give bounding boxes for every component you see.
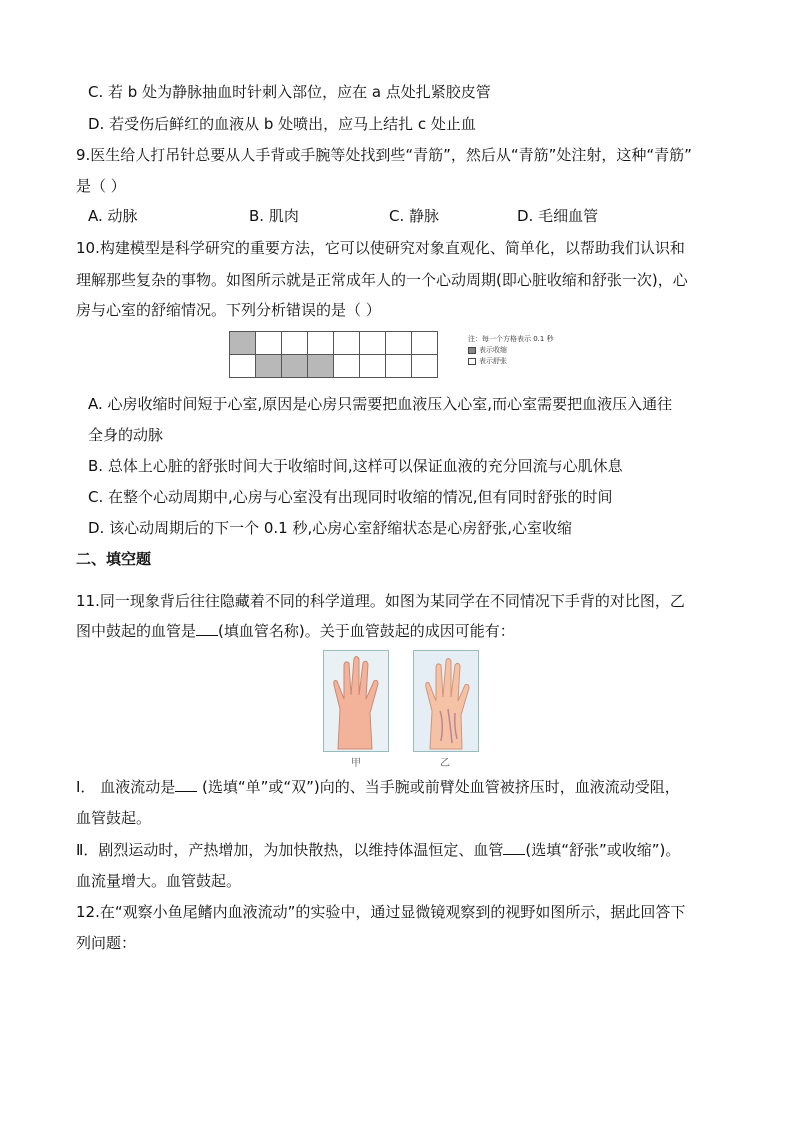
q10-option-a-line2: 全身的动脉 xyxy=(88,426,164,444)
q11-part1b: (选填“单”或“双”)向的、当手腕或前臂处血管被挤压时，血液流动受阻， xyxy=(197,778,680,796)
atrium-cell-3 xyxy=(282,332,308,355)
hand-photo-jia xyxy=(323,650,389,752)
q9-option-d: D. 毛细血管 xyxy=(517,207,599,225)
legend-note: 注：每一个方格表示 0.1 秒 xyxy=(468,335,554,343)
ventricle-cell-8 xyxy=(412,355,438,378)
q11-part1-line2: 血管鼓起。 xyxy=(76,809,152,827)
ventricle-cell-1 xyxy=(230,355,256,378)
q11-stem-line1: 11.同一现象背后往往隐藏着不同的科学道理。如图为某同学在不同情况下手背的对比图，乙 xyxy=(76,592,685,610)
q8-option-d: D. 若受伤后鲜红的血液从 b 处喷出，应马上结扎 c 处止血 xyxy=(88,115,476,133)
heart-cycle-grid xyxy=(229,331,438,378)
hand-photo-yi xyxy=(413,650,479,752)
figure-label-yi: 乙 xyxy=(440,758,450,769)
q10-stem-line3: 房与心室的舒缩情况。下列分析错误的是（ ） xyxy=(76,301,381,319)
grid-legend xyxy=(468,334,554,367)
ventricle-cell-5 xyxy=(334,355,360,378)
q11-stem-line2b: (填血管名称)。关于血管鼓起的成因可能有： xyxy=(218,622,515,640)
q10-option-c: C. 在整个心动周期中,心房与心室没有出现同时收缩的情况,但有同时舒张的时间 xyxy=(88,488,613,506)
q9-stem-line1: 9.医生给人打吊针总要从人手背或手腕等处找到些“青筋”，然后从“青筋”处注射，这种“青筋” xyxy=(76,146,692,164)
atrium-cell-8 xyxy=(412,332,438,355)
q11-part1a: Ⅰ． 血液流动是 xyxy=(76,778,176,796)
q11-stem-line2 xyxy=(76,621,515,641)
figure-label-jia: 甲 xyxy=(351,758,361,769)
q11-blank-vessel[interactable] xyxy=(196,621,218,636)
atrium-cell-2 xyxy=(256,332,282,355)
q12-stem-line1: 12.在“观察小鱼尾鳍内血液流动”的实验中，通过显微镜观察到的视野如图所示，据此回答下 xyxy=(76,903,686,921)
atrium-cell-6 xyxy=(360,332,386,355)
q11-part1-line1 xyxy=(76,777,680,797)
q11-blank-dilate[interactable] xyxy=(503,840,525,855)
q9-option-b: B. 肌肉 xyxy=(249,207,299,225)
legend-relax: 表示舒张 xyxy=(479,357,507,365)
q10-stem-line2: 理解那些复杂的事物。如图所示就是正常成年人的一个心动周期(即心脏收缩和舒张一次)，心 xyxy=(76,271,688,289)
q9-stem-line2: 是（ ） xyxy=(76,177,126,195)
q9-option-c: C. 静脉 xyxy=(389,207,440,225)
q11-part2-line1 xyxy=(76,840,680,860)
q9-option-a: A. 动脉 xyxy=(88,207,138,225)
q11-blank-direction[interactable] xyxy=(175,777,197,792)
ventricle-cell-4 xyxy=(308,355,334,378)
q8-option-c: C. 若 b 处为静脉抽血时针刺入部位，应在 a 点处扎紧胶皮管 xyxy=(88,83,491,101)
q10-stem-line1: 10.构建模型是科学研究的重要方法，它可以使研究对象直观化、简单化，以帮助我们认识和 xyxy=(76,239,685,257)
ventricle-cell-6 xyxy=(360,355,386,378)
legend-contract: 表示收缩 xyxy=(479,346,507,354)
q10-option-b: B. 总体上心脏的舒张时间大于收缩时间,这样可以保证血液的充分回流与心肌休息 xyxy=(88,457,623,475)
hand-yi-illustration xyxy=(414,651,478,751)
ventricle-row xyxy=(230,355,438,378)
q10-option-d: D. 该心动周期后的下一个 0.1 秒,心房心室舒缩状态是心房舒张,心室收缩 xyxy=(88,519,573,537)
ventricle-cell-3 xyxy=(282,355,308,378)
section-fill-in-title: 二、填空题 xyxy=(76,550,152,568)
q12-stem-line2: 列问题： xyxy=(76,934,137,952)
relax-swatch xyxy=(468,358,476,365)
q10-option-a-line1: A. 心房收缩时间短于心室,原因是心房只需要把血液压入心室,而心室需要把血液压入通往 xyxy=(88,395,673,413)
atrium-cell-4 xyxy=(308,332,334,355)
atrium-cell-1 xyxy=(230,332,256,355)
atrium-row xyxy=(230,332,438,355)
ventricle-cell-7 xyxy=(386,355,412,378)
q11-stem-line2a: 图中鼓起的血管是 xyxy=(76,622,197,640)
q11-part2a: Ⅱ．剧烈运动时，产热增加，为加快散热，以维持体温恒定、血管 xyxy=(76,841,504,859)
atrium-cell-5 xyxy=(334,332,360,355)
contract-swatch xyxy=(468,347,476,354)
hand-jia-illustration xyxy=(324,651,388,751)
q11-part2b: (选填“舒张”或收缩”)。 xyxy=(525,841,681,859)
atrium-cell-7 xyxy=(386,332,412,355)
ventricle-cell-2 xyxy=(256,355,282,378)
q11-part2-line2: 血流量增大。血管鼓起。 xyxy=(76,872,242,890)
